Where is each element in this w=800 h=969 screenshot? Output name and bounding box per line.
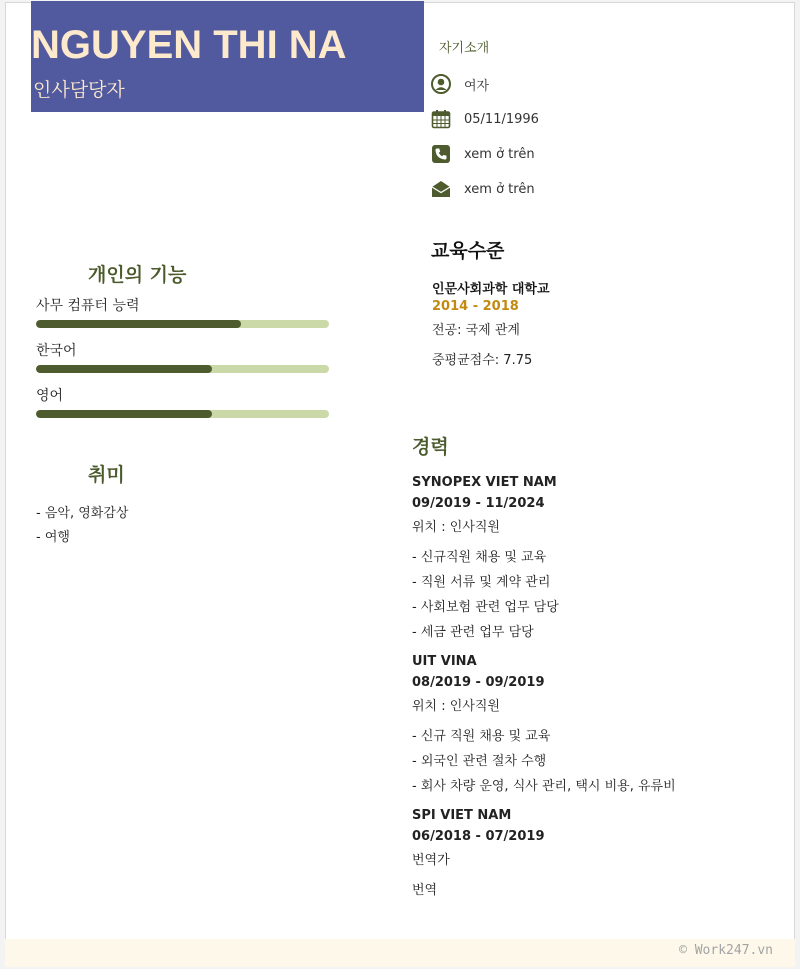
education-school: 인문사회과학 대학교 — [432, 282, 550, 297]
job-duty: - 회사 차량 운영, 식사 관리, 택시 비용, 유류비 — [412, 779, 676, 794]
job-duty: - 신규직원 채용 및 교육 — [412, 550, 547, 565]
job-company: SYNOPEX VIET NAM — [412, 475, 557, 490]
candidate-name: NGUYEN THI NA — [31, 23, 347, 67]
job-company: SPI VIET NAM — [412, 808, 512, 823]
skill-bar-fill — [36, 365, 212, 373]
job-duty: - 세금 관련 업무 담당 — [412, 625, 534, 640]
skills-title: 개인의 기능 — [88, 264, 187, 286]
footer-bar — [5, 939, 795, 967]
hobbies-title: 취미 — [88, 464, 125, 486]
skill-label: 영어 — [36, 388, 64, 404]
job-duty: - 외국인 관련 절차 수행 — [412, 754, 547, 769]
education-major: 전공: 국제 관계 — [432, 323, 520, 338]
info-birthdate — [431, 107, 539, 131]
hobby-item: - 음악, 영화감상 — [36, 506, 129, 521]
hobby-item: - 여행 — [36, 530, 70, 545]
skill-label: 사무 컴퓨터 능력 — [36, 298, 140, 314]
mail-icon — [431, 179, 451, 199]
job-period: 08/2019 - 09/2019 — [412, 675, 545, 690]
birthdate-value: 05/11/1996 — [464, 111, 539, 127]
intro-label: 자기소개 — [439, 41, 490, 56]
job-duty: - 사회보험 관련 업무 담당 — [412, 600, 559, 615]
skill-bar — [36, 365, 329, 373]
education-title: 교육수준 — [431, 240, 505, 262]
education-gpa: 중평균점수: 7.75 — [432, 353, 533, 368]
header-banner — [31, 1, 424, 112]
gender-value: 여자 — [464, 78, 490, 94]
job-position: 위치 : 인사직원 — [412, 699, 500, 714]
job-duty: - 신규 직원 채용 및 교육 — [412, 729, 551, 744]
info-phone — [431, 142, 535, 166]
job-title: 인사담당자 — [33, 79, 125, 101]
skill-bar-fill — [36, 320, 241, 328]
email-value: xem ở trên — [464, 181, 535, 197]
phone-icon — [431, 144, 451, 164]
info-gender — [431, 72, 489, 96]
skill-bar — [36, 320, 329, 328]
skill-bar-fill — [36, 410, 212, 418]
skill-bar — [36, 410, 329, 418]
experience-title: 경력 — [412, 436, 449, 458]
education-period: 2014 - 2018 — [432, 299, 519, 314]
phone-value: xem ở trên — [464, 146, 535, 162]
user-icon — [431, 74, 451, 94]
job-duty: - 직원 서류 및 계약 관리 — [412, 575, 551, 590]
calendar-icon — [431, 109, 451, 129]
info-email — [431, 177, 535, 201]
job-duty: 번역 — [412, 883, 438, 898]
job-position: 위치 : 인사직원 — [412, 520, 500, 535]
job-position: 번역가 — [412, 853, 450, 868]
skill-label: 한국어 — [36, 343, 77, 359]
job-period: 06/2018 - 07/2019 — [412, 829, 545, 844]
job-period: 09/2019 - 11/2024 — [412, 496, 545, 511]
watermark: © Work247.vn — [679, 943, 773, 958]
job-company: UIT VINA — [412, 654, 477, 669]
